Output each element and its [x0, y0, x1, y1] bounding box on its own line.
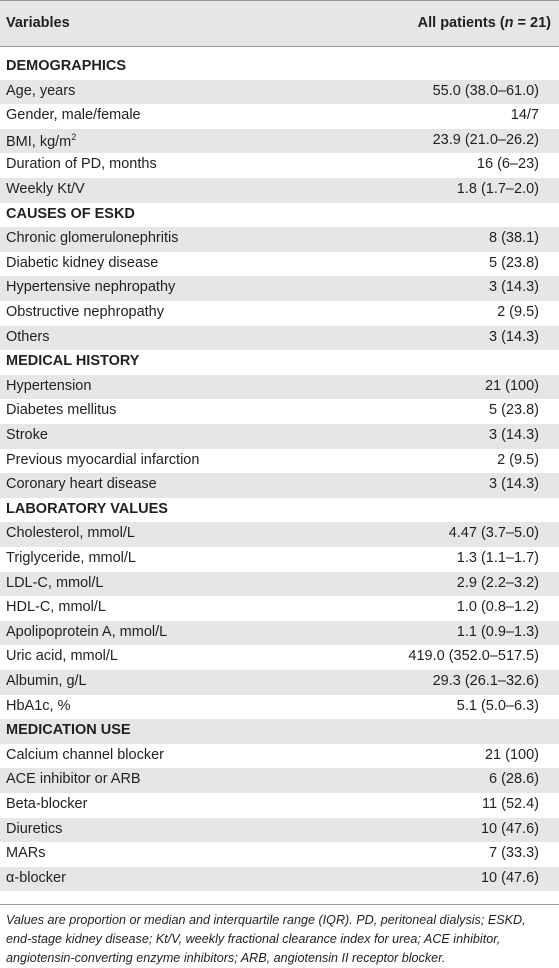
- variable-label: [6, 230, 178, 246]
- section-row: [0, 719, 559, 744]
- variable-label: [6, 796, 87, 812]
- variable-label: [6, 599, 106, 615]
- table-row: [0, 375, 559, 400]
- label-text: Diabetes mellitus: [6, 402, 117, 419]
- variable-label: [6, 83, 75, 99]
- label-text: Weekly Kt/V: [6, 181, 85, 197]
- table-row: [0, 621, 559, 646]
- table-row: [0, 645, 559, 670]
- value-cell: 5 (23.8): [489, 402, 539, 419]
- variable-label: [6, 156, 157, 172]
- label-text: BMI, kg/m: [6, 133, 72, 150]
- label-text: Gender, male/female: [6, 107, 141, 124]
- label-text: HDL-C, mmol/L: [6, 599, 106, 616]
- label-text: MARs: [6, 845, 46, 862]
- label-text: MEDICATION USE: [6, 722, 131, 739]
- table-row: [0, 153, 559, 178]
- value-cell: 5 (23.8): [489, 254, 539, 271]
- label-text: CAUSES OF ESKD: [6, 205, 135, 222]
- section-row: [0, 498, 559, 523]
- value-cell: 1.8 (1.7–2.0): [456, 181, 539, 197]
- table-row: [0, 572, 559, 597]
- label-text: Albumin, g/L: [6, 673, 87, 689]
- label-text: Uric acid, mmol/L: [6, 648, 118, 665]
- table-row: [0, 547, 559, 572]
- table-row: [0, 424, 559, 449]
- variable-label: [6, 673, 87, 689]
- section-row: [0, 350, 559, 375]
- section-label: [6, 206, 135, 222]
- section-row: [0, 203, 559, 228]
- label-text: Diuretics: [6, 820, 63, 837]
- label-text: MEDICAL HISTORY: [6, 353, 140, 370]
- label-text: Duration of PD, months: [6, 156, 157, 173]
- label-superscript: 2: [71, 131, 77, 142]
- variable-label: [6, 624, 167, 640]
- table-row: [0, 867, 559, 892]
- label-text: Stroke: [6, 427, 48, 443]
- variable-label: [6, 402, 116, 418]
- table-row: [0, 178, 559, 203]
- variable-label: [6, 648, 118, 664]
- label-text: Triglyceride, mmol/L: [6, 550, 136, 566]
- header-all-patients-prefix: All patients (: [417, 15, 505, 31]
- label-text: Coronary heart disease: [6, 476, 157, 493]
- section-label: [6, 353, 139, 369]
- table-header: [0, 0, 559, 47]
- table-row: [0, 449, 559, 474]
- label-text: Chronic glomerulonephritis: [6, 230, 179, 247]
- variable-label: [6, 550, 136, 566]
- table-row: [0, 326, 559, 351]
- label-text: Previous myocardial infarction: [6, 451, 200, 468]
- label-text: HbA1c, %: [6, 697, 71, 714]
- value-cell: 2.9 (2.2–3.2): [456, 574, 539, 591]
- value-cell: 21 (100): [484, 377, 539, 394]
- table-row: [0, 818, 559, 843]
- value-cell: 3 (14.3): [489, 427, 539, 443]
- variable-label: [6, 771, 141, 787]
- section-label: [6, 722, 131, 738]
- variable-label: [6, 575, 104, 591]
- variable-label: [6, 427, 48, 443]
- variable-label: [6, 107, 141, 123]
- table-row: [0, 842, 559, 867]
- table-row: [0, 670, 559, 695]
- table-row: [0, 695, 559, 720]
- variable-label: [6, 525, 135, 541]
- variable-label: [6, 255, 158, 271]
- table-row: [0, 301, 559, 326]
- header-all-patients-suffix: = 21): [513, 15, 551, 31]
- label-text: α-blocker: [6, 869, 66, 886]
- label-text: Calcium channel blocker: [6, 746, 164, 763]
- variable-label: [6, 132, 76, 150]
- label-text: Diabetic kidney disease: [6, 254, 159, 271]
- table-row: [0, 80, 559, 105]
- table-row: [0, 522, 559, 547]
- value-cell: 10 (47.6): [480, 820, 539, 837]
- value-cell: 1.1 (0.9–1.3): [456, 623, 539, 640]
- label-text: Cholesterol, mmol/L: [6, 525, 135, 542]
- value-cell: 11 (52.4): [482, 796, 539, 812]
- variable-label: [6, 329, 50, 345]
- table-row: [0, 252, 559, 277]
- table-row: [0, 227, 559, 252]
- label-text: Others: [6, 328, 50, 345]
- value-cell: 55.0 (38.0–61.0): [432, 82, 539, 99]
- table-row: [0, 793, 559, 818]
- header-all-patients: [418, 15, 551, 31]
- value-cell: 29.3 (26.1–32.6): [432, 673, 539, 689]
- table-row: [0, 104, 559, 129]
- variable-label: [6, 698, 70, 714]
- table-footnote: Values are proportion or median and interquartile range (IQR). PD, peritoneal dialysis; ESKD, end-stage kidney disease; Kt/V, weekly fractional clearance index for urea; ACE inhibitor, angiotensin-converting enzyme inhibitors; ARB, angiotensin II receptor blocker.: [6, 913, 526, 965]
- label-text: Age, years: [6, 82, 76, 99]
- label-text: Beta-blocker: [6, 796, 88, 812]
- variable-label: [6, 476, 157, 492]
- label-text: Apolipoprotein A, mmol/L: [6, 623, 168, 640]
- label-text: Hypertension: [6, 377, 92, 394]
- label-text: Obstructive nephropathy: [6, 304, 164, 320]
- value-cell: 16 (6–23): [476, 156, 539, 173]
- value-cell: 23.9 (21.0–26.2): [432, 131, 539, 148]
- value-cell: 10 (47.6): [480, 869, 539, 886]
- value-cell: 4.47 (3.7–5.0): [448, 525, 539, 542]
- variable-label: [6, 452, 199, 468]
- value-cell: 3 (14.3): [489, 279, 539, 296]
- label-text: ACE inhibitor or ARB: [6, 771, 141, 788]
- table-row: [0, 596, 559, 621]
- table-row: [0, 473, 559, 498]
- value-cell: 6 (28.6): [489, 771, 539, 788]
- header-n: n: [504, 15, 514, 31]
- value-cell: 3 (14.3): [489, 476, 539, 493]
- variable-label: [6, 181, 85, 197]
- variable-label: [6, 279, 175, 295]
- value-cell: 419.0 (352.0–517.5): [408, 648, 539, 665]
- value-cell: 21 (100): [484, 746, 539, 763]
- variable-label: [6, 870, 66, 886]
- table-row: [0, 768, 559, 793]
- value-cell: 2 (9.5): [497, 304, 539, 320]
- value-cell: 5.1 (5.0–6.3): [456, 697, 539, 714]
- value-cell: 3 (14.3): [489, 328, 539, 345]
- variable-label: [6, 845, 45, 861]
- value-cell: 1.0 (0.8–1.2): [456, 599, 539, 616]
- variable-label: [6, 304, 164, 320]
- value-cell: 14/7: [510, 107, 539, 124]
- variable-label: [6, 378, 91, 394]
- table-row: [0, 129, 559, 154]
- section-row: [0, 55, 559, 80]
- header-variables: Variables: [6, 15, 70, 31]
- value-cell: 8 (38.1): [489, 230, 539, 247]
- label-text: Hypertensive nephropathy: [6, 279, 176, 296]
- variable-label: [6, 747, 164, 763]
- label-text: LABORATORY VALUES: [6, 500, 168, 517]
- value-cell: 1.3 (1.1–1.7): [456, 550, 539, 566]
- value-cell: 7 (33.3): [489, 845, 539, 862]
- variable-label: [6, 821, 62, 837]
- table-row: [0, 744, 559, 769]
- section-label: [6, 58, 126, 74]
- label-text: LDL-C, mmol/L: [6, 574, 104, 591]
- footer-rule: [0, 904, 559, 905]
- table-row: [0, 399, 559, 424]
- value-cell: 2 (9.5): [497, 451, 539, 468]
- section-label: [6, 501, 168, 517]
- table-row: [0, 276, 559, 301]
- label-text: DEMOGRAPHICS: [6, 58, 127, 74]
